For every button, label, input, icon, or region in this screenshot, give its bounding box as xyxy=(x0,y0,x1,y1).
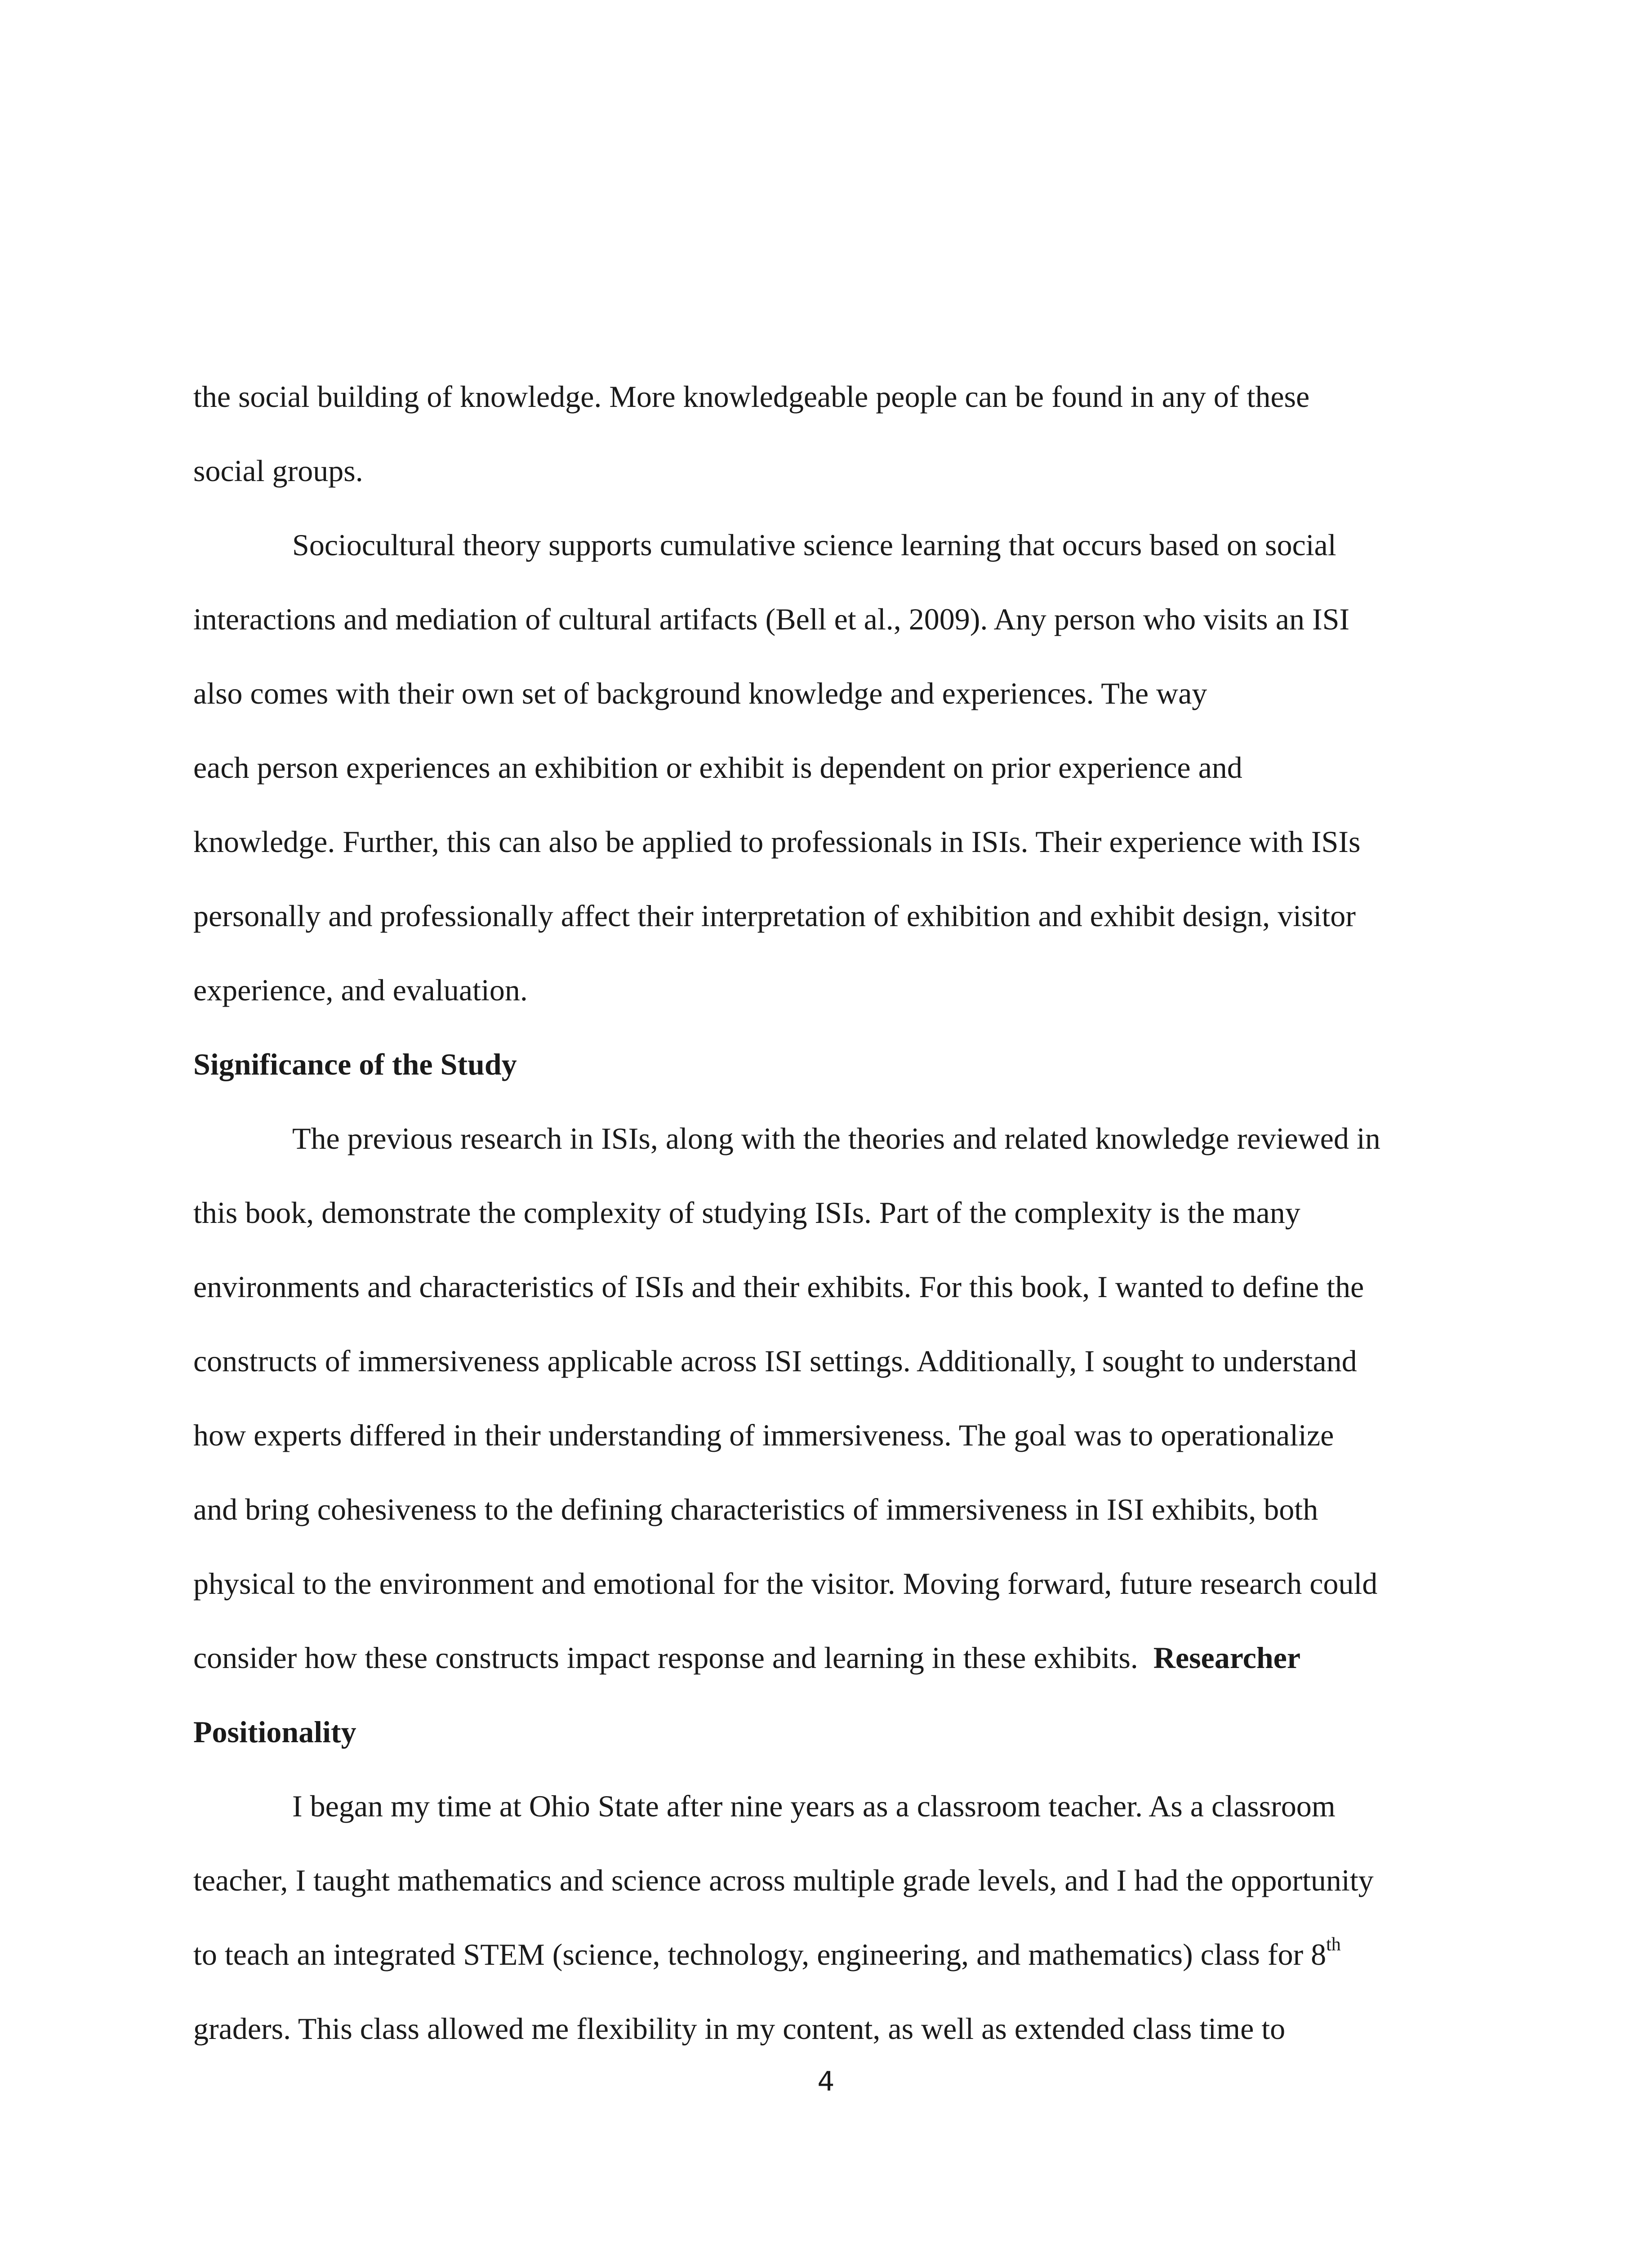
paragraph-line-with-superscript xyxy=(193,1918,1474,1992)
paragraph-line: and bring cohesiveness to the defining characteristics of immersiveness in ISI exhibits, both xyxy=(193,1492,1318,1526)
paragraph-line: the social building of knowledge. More knowledgeable people can be found in any of these xyxy=(193,379,1310,414)
paragraph-line: also comes with their own set of background knowledge and experiences. The way xyxy=(193,676,1207,710)
paragraph-text: consider how these constructs impact response and learning in these exhibits. xyxy=(193,1641,1138,1675)
paragraph-line: environments and characteristics of ISIs and their exhibits. For this book, I wanted to define the xyxy=(193,1270,1364,1304)
paragraph-line: each person experiences an exhibition or exhibit is dependent on prior experience and xyxy=(193,750,1242,785)
paragraph-line: interactions and mediation of cultural artifacts (Bell et al., 2009). Any person who visits an ISI xyxy=(193,602,1350,636)
paragraph-line: social groups. xyxy=(193,454,363,488)
section-heading-positionality: Positionality xyxy=(193,1715,356,1749)
paragraph-line: teacher, I taught mathematics and science across multiple grade levels, and I had the opportunity xyxy=(193,1863,1374,1897)
paragraph-line: physical to the environment and emotional for the visitor. Moving forward, future research could xyxy=(193,1566,1378,1601)
paragraph-line: constructs of immersiveness applicable across ISI settings. Additionally, I sought to understand xyxy=(193,1344,1357,1378)
paragraph-line: experience, and evaluation. xyxy=(193,973,528,1007)
paragraph-line-with-heading xyxy=(193,1621,1474,1695)
paragraph-text: to teach an integrated STEM (science, technology, engineering, and mathematics) class for 8 xyxy=(193,1937,1327,1971)
paragraph-line: personally and professionally affect their interpretation of exhibition and exhibit design, visitor xyxy=(193,899,1356,933)
paragraph-line: Sociocultural theory supports cumulative science learning that occurs based on social xyxy=(292,528,1336,562)
paragraph-line: how experts differed in their understanding of immersiveness. The goal was to operationalize xyxy=(193,1418,1334,1452)
section-heading-significance: Significance of the Study xyxy=(193,1047,517,1081)
paragraph-line: this book, demonstrate the complexity of studying ISIs. Part of the complexity is the many xyxy=(193,1195,1300,1230)
paragraph-line: knowledge. Further, this can also be applied to professionals in ISIs. Their experience with ISIs xyxy=(193,825,1361,859)
body-text xyxy=(193,360,1474,2066)
page-number: 4 xyxy=(817,2066,835,2097)
paragraph-line: The previous research in ISIs, along with the theories and related knowledge reviewed in xyxy=(292,1121,1380,1155)
section-heading-researcher: Researcher xyxy=(1153,1641,1301,1675)
paragraph-line: graders. This class allowed me flexibility in my content, as well as extended class time to xyxy=(193,2012,1286,2046)
superscript-ordinal: th xyxy=(1326,1934,1341,1955)
paragraph-line: I began my time at Ohio State after nine years as a classroom teacher. As a classroom xyxy=(292,1789,1336,1823)
